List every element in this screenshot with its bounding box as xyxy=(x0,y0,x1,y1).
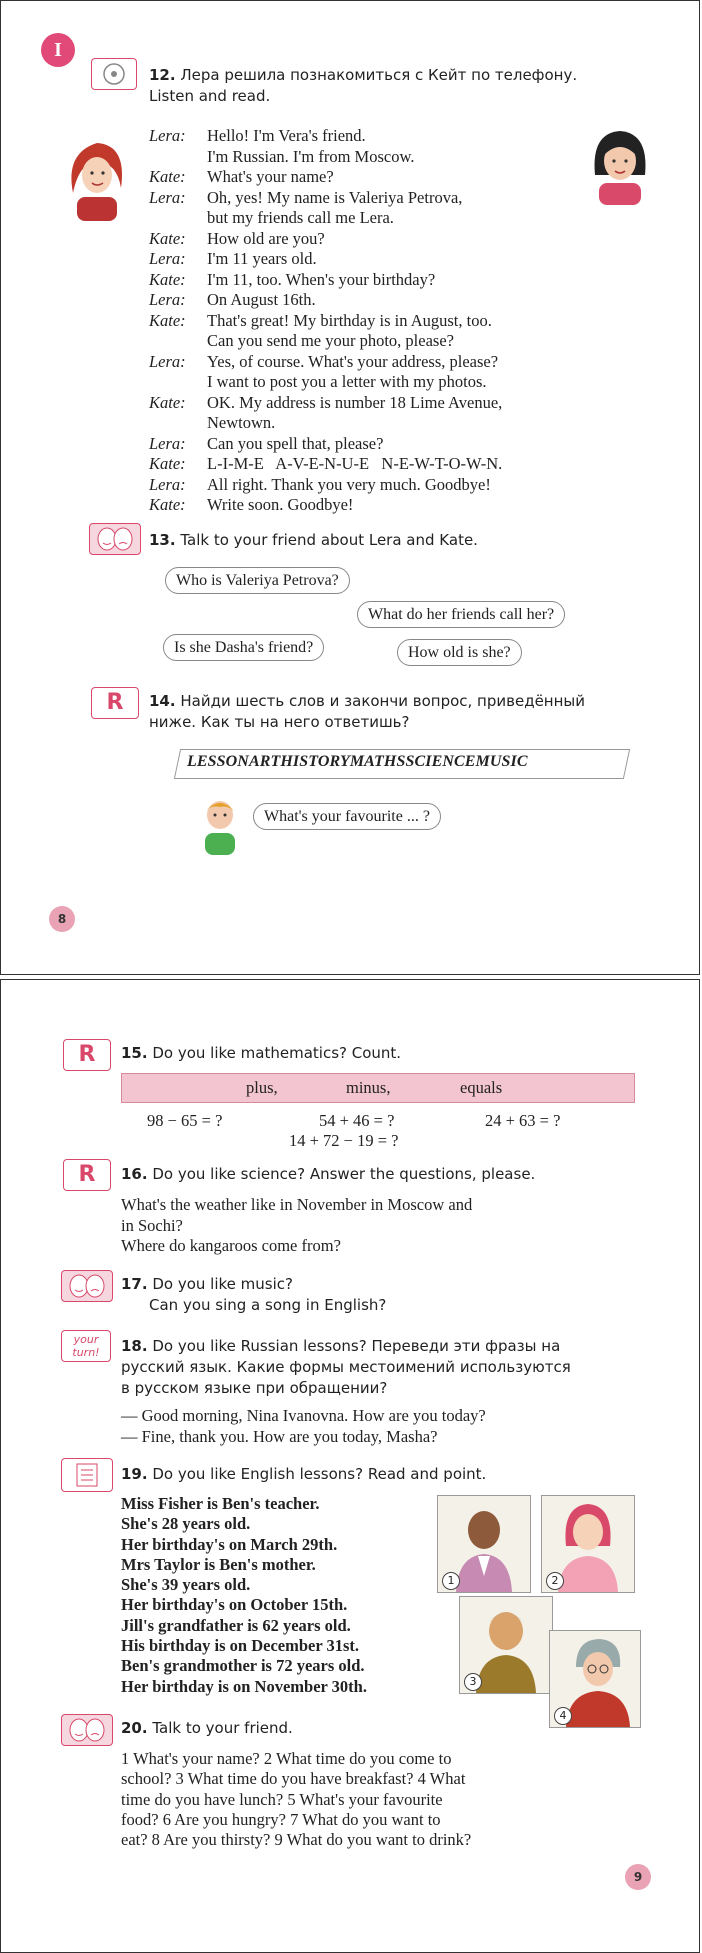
speech-bubble-question: Who is Valeriya Petrova? xyxy=(165,567,350,594)
math-word: equals xyxy=(460,1078,503,1097)
dialog-text: I'm Russian. I'm from Moscow. xyxy=(207,146,415,166)
dialog-text: I'm 11, too. When's your birthday? xyxy=(207,269,436,289)
question-line: eat? 8 Are you thirsty? 9 What do you want to drink? xyxy=(121,1830,472,1850)
word-search-letters: LESSONARTHISTORYMATHSSCIENCEMUSIC xyxy=(187,753,528,770)
picture-label: 3 xyxy=(464,1673,482,1691)
exercise-13-instruction xyxy=(149,531,478,549)
dialog-line xyxy=(149,475,502,496)
question-line: school? 3 What time do you have breakfast? 4 What xyxy=(121,1769,466,1789)
reading-line: Miss Fisher is Ben's teacher. xyxy=(121,1494,320,1513)
phrase-line: — Fine, thank you. How are you today, Masha? xyxy=(121,1426,438,1446)
dialog-line xyxy=(149,167,502,188)
exercise-18-phrases xyxy=(121,1406,486,1447)
reading-line: Her birthday is on November 30th. xyxy=(121,1676,367,1696)
dialog-text: Oh, yes! My name is Valeriya Petrova, xyxy=(207,187,463,207)
picture-1-teacher xyxy=(437,1495,531,1593)
dialog-line xyxy=(149,393,502,414)
dialog-text: Write soon. Goodbye! xyxy=(207,495,354,514)
dialog-text: Yes, of course. What's your address, please? xyxy=(207,351,499,371)
speaker-name: Lera: xyxy=(149,290,186,309)
dialog-line xyxy=(149,270,502,291)
dialog-text: Newtown. xyxy=(207,413,276,432)
dialog-text: On August 16th. xyxy=(207,290,316,309)
reading-r-icon: R xyxy=(91,687,139,719)
dialog-line xyxy=(149,413,502,434)
textbook-page-8 xyxy=(0,0,700,975)
reading-line: Her birthday's on March 29th. xyxy=(121,1534,338,1554)
math-sum: 24 + 63 = ? xyxy=(485,1111,561,1130)
speaker-name: Kate: xyxy=(149,167,186,186)
chapter-badge: I xyxy=(41,33,75,67)
dialog-text: I'm 11 years old. xyxy=(207,249,317,268)
dialog-line xyxy=(149,352,502,373)
kate-avatar xyxy=(585,125,655,205)
badge-line: your xyxy=(73,1333,99,1346)
speech-bubble-question: How old is she? xyxy=(397,639,522,666)
dialog-text: All right. Thank you very much. Goodbye! xyxy=(207,474,491,494)
dialog-text: Hello! I'm Vera's friend. xyxy=(207,126,366,145)
math-word: plus, xyxy=(246,1078,278,1097)
dialog-line xyxy=(149,208,502,229)
exercise-number: 12. xyxy=(149,66,176,84)
dialog-line xyxy=(149,372,502,393)
instruction-line: русский язык. Какие формы местоимений используются xyxy=(121,1358,571,1376)
math-words-strip xyxy=(121,1073,635,1103)
exercise-20-instruction xyxy=(121,1719,293,1737)
page-number: 8 xyxy=(49,906,75,932)
exercise-15-instruction xyxy=(121,1044,401,1062)
question-line: time do you have lunch? 5 What's your favourite xyxy=(121,1789,443,1809)
dialog-line xyxy=(149,331,502,352)
audio-cd-icon[interactable] xyxy=(91,58,137,90)
dialog-line xyxy=(149,454,502,475)
exercise-number: 18. xyxy=(121,1337,148,1355)
dialog-text: What's your name? xyxy=(207,167,334,186)
dialog-text: I want to post you a letter with my photos. xyxy=(207,372,487,391)
badge-line: turn! xyxy=(72,1346,100,1359)
dialog-text: but my friends call me Lera. xyxy=(207,208,394,227)
speaker-name: Lera: xyxy=(149,126,186,145)
speaker-name xyxy=(149,372,207,393)
dialog-text: OK. My address is number 18 Lime Avenue, xyxy=(207,392,503,412)
exercise-number: 19. xyxy=(121,1465,148,1483)
dialog-text: How old are you? xyxy=(207,228,325,248)
exercise-17-text xyxy=(121,1274,386,1316)
instruction-text: Talk to your friend about Lera and Kate. xyxy=(180,531,478,549)
exercise-20-questions xyxy=(121,1749,641,1850)
read-point-book-icon xyxy=(61,1458,113,1492)
speaker-name xyxy=(149,147,207,168)
dialog-line xyxy=(149,126,502,147)
reading-r-icon: R xyxy=(63,1039,111,1071)
exercise-19-instruction xyxy=(121,1465,486,1483)
speaker-name: Kate: xyxy=(149,454,186,473)
instruction-text: Do you like English lessons? Read and point. xyxy=(152,1465,487,1483)
lera-avatar xyxy=(59,133,135,223)
math-sum: 54 + 46 = ? xyxy=(319,1111,395,1130)
picture-label: 2 xyxy=(546,1572,564,1590)
instruction-line: ниже. Как ты на него ответишь? xyxy=(149,713,410,731)
phrase-line: — Good morning, Nina Ivanovna. How are you today? xyxy=(121,1406,486,1425)
dialog-text: That's great! My birthday is in August, too. xyxy=(207,310,492,330)
exercise-16-questions xyxy=(121,1195,472,1257)
reading-line: She's 39 years old. xyxy=(121,1575,251,1595)
speaker-name: Lera: xyxy=(149,351,186,371)
speaker-name xyxy=(149,331,207,352)
question-line: 1 What's your name? 2 What time do you come to xyxy=(121,1749,452,1768)
dialog-text: L-I-M-E A-V-E-N-U-E N-E-W-T-O-W-N. xyxy=(207,454,503,473)
exercise-14-instruction xyxy=(149,691,669,733)
speaker-name: Kate: xyxy=(149,269,186,289)
instruction-line: Listen and read. xyxy=(149,87,271,105)
instruction-line: Do you like music? xyxy=(152,1275,293,1293)
exercise-16-instruction xyxy=(121,1165,535,1183)
reading-line: His birthday is on December 31st. xyxy=(121,1636,360,1656)
dialog-lera-kate xyxy=(149,126,502,516)
dialog-line xyxy=(149,495,502,516)
dialog-line xyxy=(149,249,502,270)
picture-3-grandfather xyxy=(459,1596,553,1694)
instruction-line: Can you sing a song in English? xyxy=(149,1296,387,1314)
math-sum: 98 − 65 = ? xyxy=(147,1111,223,1130)
textbook-page-9 xyxy=(0,979,700,1953)
speaker-name: Lera: xyxy=(149,249,186,268)
instruction-text: Do you like science? Answer the questions, please. xyxy=(152,1165,536,1183)
page-number: 9 xyxy=(625,1864,651,1890)
question-line: What's the weather like in November in Moscow and xyxy=(121,1195,473,1214)
math-sum: 14 + 72 − 19 = ? xyxy=(289,1131,399,1150)
exercise-number: 17. xyxy=(121,1275,148,1293)
speech-bubble-question: What do her friends call her? xyxy=(357,601,565,628)
pair-work-masks-icon xyxy=(61,1714,113,1746)
speaker-name: Kate: xyxy=(149,495,186,514)
speaker-name: Kate: xyxy=(149,310,186,330)
instruction-line: Do you like Russian lessons? Переведи эти фразы на xyxy=(152,1337,561,1355)
pair-work-masks-icon xyxy=(89,523,141,555)
exercise-number: 20. xyxy=(121,1719,148,1737)
picture-2-mother xyxy=(541,1495,635,1593)
question-line: in Sochi? xyxy=(121,1215,183,1235)
dialog-text: Can you send me your photo, please? xyxy=(207,331,454,350)
speech-bubble-question: Is she Dasha's friend? xyxy=(163,634,324,661)
reading-line: Ben's grandmother is 72 years old. xyxy=(121,1656,365,1676)
reading-line: Jill's grandfather is 62 years old. xyxy=(121,1615,351,1635)
exercise-18-instruction xyxy=(121,1336,641,1399)
your-turn-badge xyxy=(61,1330,111,1362)
exercise-number: 15. xyxy=(121,1044,148,1062)
reading-r-icon: R xyxy=(63,1159,111,1191)
instruction-line: Лера решила познакомиться с Кейт по телефону. xyxy=(180,66,578,84)
dialog-line xyxy=(149,188,502,209)
reading-line: She's 28 years old. xyxy=(121,1514,251,1534)
exercise-19-text xyxy=(121,1494,367,1697)
question-line: Where do kangaroos come from? xyxy=(121,1236,341,1255)
instruction-line: в русском языке при обращении? xyxy=(121,1379,388,1397)
speaker-name: Lera: xyxy=(149,433,186,453)
reading-line: Her birthday's on October 15th. xyxy=(121,1595,348,1615)
dialog-line xyxy=(149,290,502,311)
instruction-text: Talk to your friend. xyxy=(152,1719,293,1737)
picture-4-grandmother xyxy=(549,1630,641,1728)
instruction-line: Найди шесть слов и закончи вопрос, приведённый xyxy=(180,692,586,710)
speaker-name xyxy=(149,413,207,434)
math-word: minus, xyxy=(346,1078,391,1097)
speaker-name xyxy=(149,208,207,229)
exercise-number: 16. xyxy=(121,1165,148,1183)
question-line: food? 6 Are you hungry? 7 What do you want to xyxy=(121,1809,441,1829)
exercise-number: 13. xyxy=(149,531,176,549)
pair-work-masks-icon xyxy=(61,1270,113,1302)
dialog-text: Can you spell that, please? xyxy=(207,433,384,453)
speech-bubble-question: What's your favourite ... ? xyxy=(253,803,441,830)
picture-label: 1 xyxy=(442,1572,460,1590)
dialog-line xyxy=(149,434,502,455)
speaker-name: Lera: xyxy=(149,474,186,494)
speaker-name: Lera: xyxy=(149,187,186,207)
reading-line: Mrs Taylor is Ben's mother. xyxy=(121,1554,316,1574)
boy-avatar xyxy=(197,797,243,857)
speaker-name: Kate: xyxy=(149,392,186,412)
exercise-12-instruction xyxy=(149,65,669,107)
dialog-line xyxy=(149,311,502,332)
dialog-line xyxy=(149,229,502,250)
exercise-number: 14. xyxy=(149,692,176,710)
instruction-text: Do you like mathematics? Count. xyxy=(152,1044,402,1062)
dialog-line xyxy=(149,147,502,168)
speaker-name: Kate: xyxy=(149,228,186,248)
picture-label: 4 xyxy=(554,1707,572,1725)
